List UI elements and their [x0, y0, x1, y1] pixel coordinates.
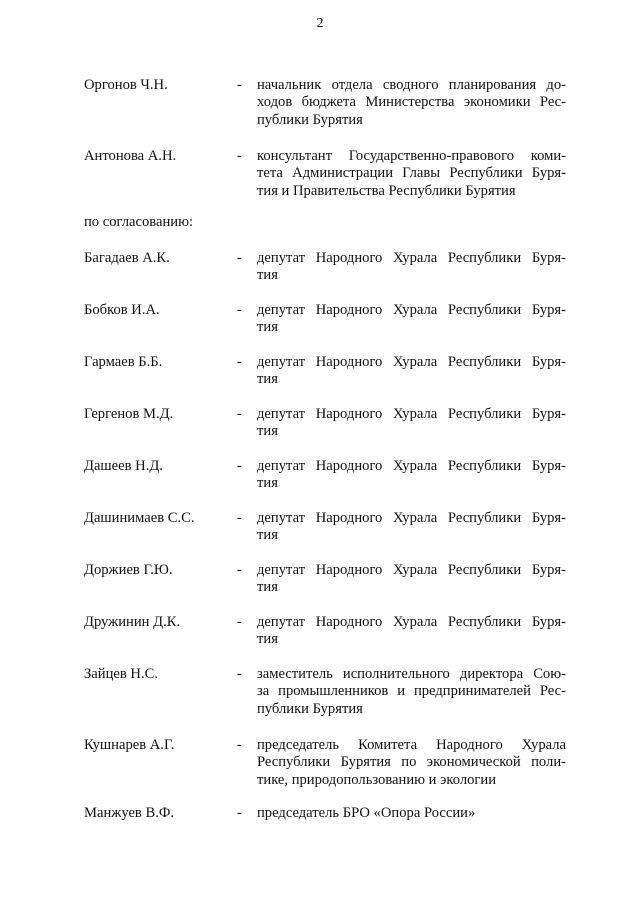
dash-separator: - — [237, 737, 242, 753]
description-line: тия — [257, 475, 278, 492]
description-line: тета Администрации Главы Республики Буря- — [257, 165, 566, 182]
description-line: за промышленников и предпринимателей Рес- — [257, 683, 566, 700]
person-name: Доржиев Г.Ю. — [84, 562, 173, 578]
position-description — [257, 458, 566, 493]
position-description — [257, 510, 566, 545]
person-name: Оргонов Ч.Н. — [84, 77, 168, 93]
position-description — [257, 148, 566, 200]
position-description — [257, 250, 566, 285]
description-line: депутат Народного Хурала Республики Буря- — [257, 354, 566, 370]
dash-separator: - — [237, 562, 242, 578]
description-line: председатель БРО «Опора России» — [257, 805, 476, 821]
dash-separator: - — [237, 458, 242, 474]
person-name: Дашинимаев С.С. — [84, 510, 195, 526]
dash-separator: - — [237, 77, 242, 93]
person-name: Бобков И.А. — [84, 302, 160, 318]
dash-separator: - — [237, 148, 242, 164]
dash-separator: - — [237, 354, 242, 370]
dash-separator: - — [237, 805, 242, 821]
position-description — [257, 354, 566, 389]
person-name: Зайцев Н.С. — [84, 666, 158, 682]
position-description — [257, 302, 566, 337]
description-line: тия — [257, 527, 278, 544]
position-description — [257, 805, 566, 822]
description-line: тия — [257, 579, 278, 596]
description-line: тия — [257, 631, 278, 648]
dash-separator: - — [237, 666, 242, 682]
dash-separator: - — [237, 302, 242, 318]
description-line: депутат Народного Хурала Республики Буря- — [257, 406, 566, 422]
page-number: 2 — [316, 16, 324, 31]
description-line: депутат Народного Хурала Республики Буря- — [257, 614, 566, 630]
description-line: председатель Комитета Народного Хурала — [257, 737, 566, 753]
description-line: депутат Народного Хурала Республики Буря- — [257, 510, 566, 526]
description-line: тия — [257, 371, 278, 388]
position-description — [257, 77, 566, 129]
dash-separator: - — [237, 406, 242, 422]
person-name: Манжуев В.Ф. — [84, 805, 175, 821]
description-line: депутат Народного Хурала Республики Буря- — [257, 458, 566, 474]
position-description — [257, 562, 566, 597]
person-name: Дашеев Н.Д. — [84, 458, 163, 474]
section-label: по согласованию: — [84, 214, 194, 230]
person-name: Дружинин Д.К. — [84, 614, 181, 630]
person-name: Багадаев А.К. — [84, 250, 170, 266]
description-line: заместитель исполнительного директора Сою- — [257, 666, 566, 682]
description-line: публики Бурятия — [257, 111, 363, 128]
description-line: тия — [257, 319, 278, 336]
person-name: Гергенов М.Д. — [84, 406, 174, 422]
description-line: начальник отдела сводного планирования до- — [257, 77, 566, 93]
position-description — [257, 406, 566, 441]
person-name: Гармаев Б.Б. — [84, 354, 163, 370]
description-line: тия — [257, 423, 278, 440]
description-line: тия — [257, 267, 278, 284]
position-description — [257, 666, 566, 718]
description-line: депутат Народного Хурала Республики Буря- — [257, 250, 566, 266]
description-line: депутат Народного Хурала Республики Буря- — [257, 302, 566, 318]
description-line: тия и Правительства Республики Бурятия — [257, 182, 516, 199]
dash-separator: - — [237, 614, 242, 630]
person-name: Кушнарев А.Г. — [84, 737, 175, 753]
description-line: публики Бурятия — [257, 700, 363, 717]
description-line: консультант Государственно-правового коми- — [257, 148, 566, 164]
dash-separator: - — [237, 250, 242, 266]
dash-separator: - — [237, 510, 242, 526]
person-name: Антонова А.Н. — [84, 148, 177, 164]
position-description — [257, 737, 566, 789]
description-line: Республики Бурятия по экономической поли- — [257, 754, 566, 771]
position-description — [257, 614, 566, 649]
description-line: депутат Народного Хурала Республики Буря- — [257, 562, 566, 578]
description-line: тике, природопользованию и экологии — [257, 771, 497, 788]
description-line: ходов бюджета Министерства экономики Рес- — [257, 94, 566, 111]
